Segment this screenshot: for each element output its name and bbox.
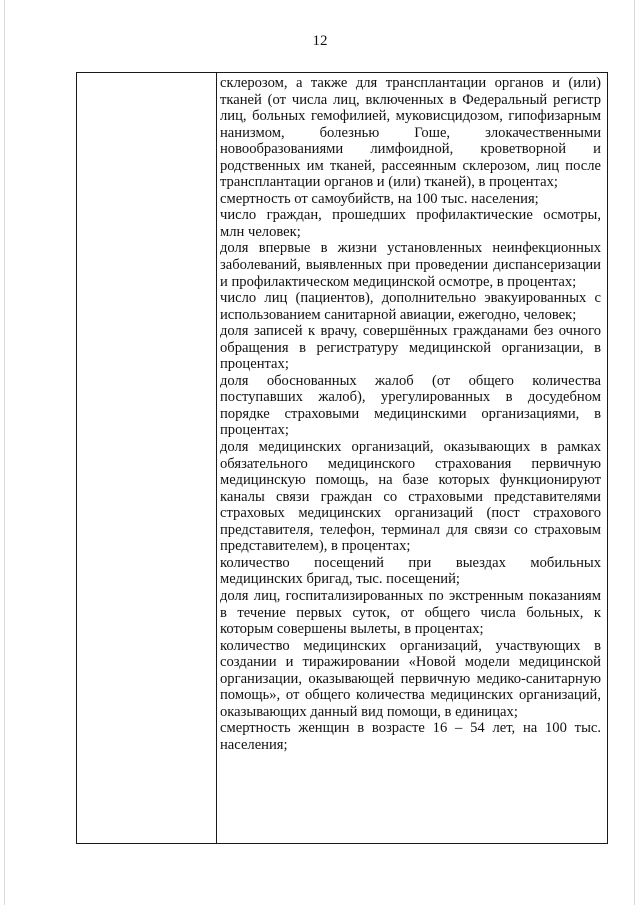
table-entry: смертность женщин в возрасте 16 – 54 лет, на 100 тыс. населения; (220, 720, 601, 753)
left-scan-edge (4, 0, 5, 905)
table-entry: доля записей к врачу, совершённых гражданами без очного обращения в регистратуру медицинской организации, в процентах; (220, 323, 601, 373)
table-entry: число лиц (пациентов), дополнительно эвакуированных с использованием санитарной авиации, ежегодно, человек; (220, 290, 601, 323)
indicator-table (76, 72, 608, 844)
table-entry: количество медицинских организаций, участвующих в создании и тиражировании «Новой модели медицинской организации, оказывающей первичную медико-санитарную помощь», от общего количества медицинских организаций, оказывающих данный вид помощи, в единицах; (220, 637, 601, 720)
table-entry: доля обоснованных жалоб (от общего количества поступавших жалоб), урегулированных в досудебном порядке страховыми медицинскими организациями, в процентах; (220, 372, 601, 439)
table-entry: смертность от самоубийств, на 100 тыс. населения; (220, 190, 539, 207)
table-entry: количество посещений при выездах мобильных медицинских бригад, тыс. посещений; (220, 554, 601, 588)
page-number: 12 (312, 33, 328, 49)
right-scan-edge (634, 0, 635, 905)
table-entry: доля впервые в жизни установленных неинфекционных заболеваний, выявленных при проведении диспансеризации и профилактическом медицинской осмотре, в процентах; (220, 240, 601, 290)
table-entry: доля лиц, госпитализированных по экстренным показаниям в течение первых суток, от общего числа больных, к которым совершены вылеты, в процентах; (220, 587, 601, 638)
table-right-cell (217, 73, 607, 843)
table-left-cell (77, 73, 217, 843)
table-entry: доля медицинских организаций, оказывающих в рамках обязательного медицинского страхования первичную медицинскую помощь, на базе которых функционируют каналы связи граждан со страховыми представителями страховых медицинских организаций (пост страхового представителя, телефон, терминал для связи со страховым представителем), в процентах; (220, 439, 601, 555)
table-entry: склерозом, а также для трансплантации органов и (или) тканей (от числа лиц, включенных в Федеральный регистр лиц, больных гемофилией, муковисцидозом, гипофизарным нанизмом, болезнью Гоше, злокачественными новообразованиями лимфоидной, кроветворной и родственных им тканей, рассеянным склерозом, лиц после трансплантации органов и (или) тканей), в процентах; (220, 75, 601, 191)
table-entry: число граждан, прошедших профилактические осмотры, млн человек; (220, 207, 601, 240)
